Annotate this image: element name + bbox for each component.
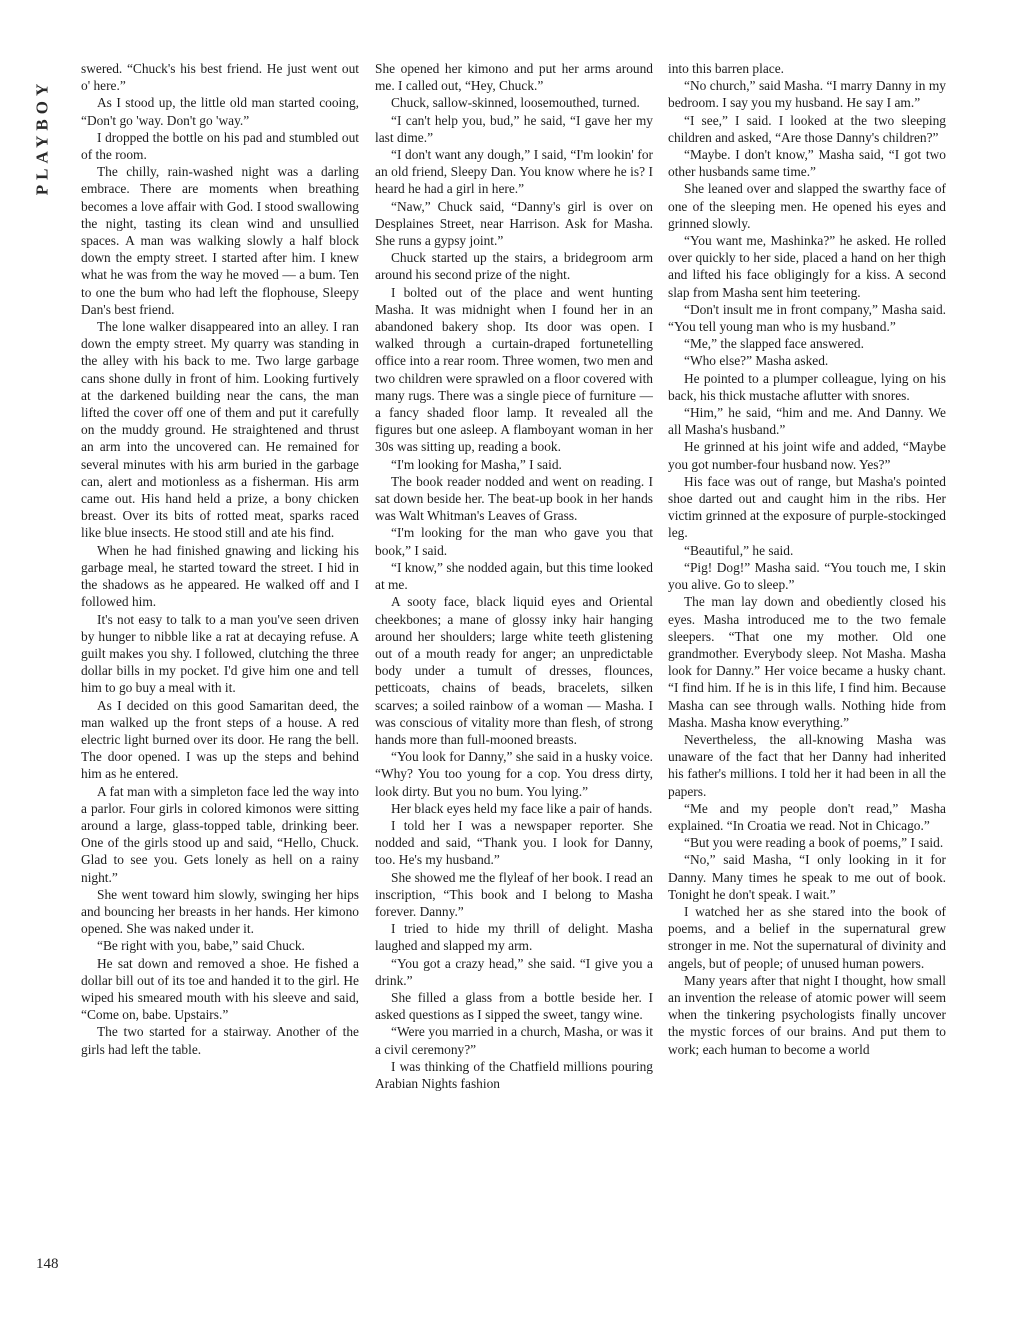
paragraph: I was thinking of the Chatfield millions pouring Arabian Nights fashion [375,1058,653,1091]
text-column-2 [375,60,653,1300]
paragraph: “I'm looking for Masha,” I said. [391,456,562,472]
paragraph: “But you were reading a book of poems,” I said. [684,835,944,851]
paragraph: A fat man with a simpleton face led the way into a parlor. Four girls in colored kimonos were sitting around a large, glass-topped table, drinking beer. One of the girls stood up and said, “Hello, Chuck. Glad to see you. Gets lonely as hell on a rainy night.” [81,783,359,885]
magazine-masthead [30,62,54,212]
paragraph: Chuck, sallow-skinned, loosemouthed, turned. [391,95,640,111]
paragraph: His face was out of range, but Masha's pointed shoe darted out and caught him in the ribs. Her victim grinned at the exposure of purple-stockinged leg. [668,473,946,541]
paragraph: She filled a glass from a bottle beside her. I asked questions as I sipped the sweet, tangy wine. [375,989,653,1023]
paragraph: She went toward him slowly, swinging her hips and bouncing her breasts in her hands. Her kimono opened. She was naked under it. [81,886,359,937]
paragraph: She leaned over and slapped the swarthy face of one of the sleeping men. He opened his eyes and grinned slowly. [668,181,946,231]
paragraph: The book reader nodded and went on reading. I sat down beside her. The beat-up book in her hands was Walt Whitman's Leaves of Grass. [375,473,653,524]
paragraph: The two started for a stairway. Another of the girls had left the table. [81,1024,359,1057]
paragraph: He sat down and removed a shoe. He fished a dollar bill out of its toe and handed it to the girl. He wiped his smeared mouth with his sleeve and said, “Come on, babe. Upstairs.” [81,955,359,1023]
paragraph: I dropped the bottle on his pad and stumbled out of the room. [81,129,359,163]
paragraph: When he had finished gnawing and licking his garbage meal, he started toward the street. I hid in the shadows as he appeared. He walked off and I followed him. [81,542,359,610]
paragraph: “No,” said Masha, “I only looking in it for Danny. Many times he speak to me out of book. Tonight he don't speak. I wait.” [668,852,946,902]
paragraph: I told her I was a newspaper reporter. She nodded and said, “Thank you. I look for Danny, too. He's my husband.” [375,817,653,868]
paragraph: Chuck started up the stairs, a bridegroom arm around his second prize of the night. [375,250,653,283]
paragraph: into this barren place. [668,61,785,76]
paragraph: “I don't want any dough,” I said, “I'm lookin' for an old friend, Sleepy Dan. You know where he is? I heard he had a girl in here.” [375,147,653,197]
paragraph: Her black eyes held my face like a pair of hands. [391,800,653,816]
paragraph: “Don't insult me in front company,” Masha said. “You tell young man who is my husband.” [668,301,946,335]
paragraph: He pointed to a plumper colleague, lying on his back, his thick mustache aflutter with snores. [668,370,946,403]
text-column-1 [81,60,359,1300]
paragraph: “Be right with you, babe,” said Chuck. [97,938,305,954]
paragraph: It's not easy to talk to a man you've seen driven by hunger to nibble like a rat at decaying refuse. A guilt makes you shy. I followed, clutching the three dollar bills in my pocket. I'd give him one and tell him to go buy a meal with it. [81,611,359,696]
page-number: 148 [36,1256,59,1272]
paragraph: The lone walker disappeared into an alley. I ran down the empty street. My quarry was standing in the alley with his back to me. Two large garbage cans shone dully in front of him. Looking furtively at the darkened building near the cans, the man lifted the cover off one of them and put it carefully on the muddy ground. He straightened and thrust an arm into the uncovered can. He remained for several minutes with his arm buried in the garbage can, alert and motionless as a fisherman. His arm came out. His hand held a prize, a bony chicken breast. Over its bits of rotted meat, sparks raced like blue insects. He stood still and ate his find. [81,319,359,541]
paragraph: “Me and my people don't read,” Masha explained. “In Croatia we read. Not in Chicago.” [668,800,946,833]
paragraph: “You got a crazy head,” she said. “I give you a drink.” [375,955,653,988]
paragraph: He grinned at his joint wife and added, “Maybe you got number-four husband now. Yes?” [668,439,946,472]
paragraph: “No church,” said Masha. “I marry Danny in my bedroom. I say you my husband. He say I am.” [668,78,946,111]
paragraph: “I'm looking for the man who gave you that book,” I said. [375,525,653,558]
paragraph: Many years after that night I thought, how small an invention the release of atomic power will seem when the tinkering psychologists finally uncover the mystic forces of our brains. And put them to work; each human to become a world [668,972,946,1057]
paragraph: She showed me the flyleaf of her book. I read an inscription, “This book and I belong to Masha forever. Danny.” [375,869,653,919]
paragraph: “Who else?” Masha asked. [684,353,829,369]
paragraph: A sooty face, black liquid eyes and Oriental cheekbones; a mane of glossy inky hair hanging around her shoulders; large white teeth glistening out of a mouth ready for anger; an unpredictable body under a tumult of dresses, flounces, petticoats, chains of beads, bracelets, silken scarves; a soiled rainbow of a woman — Masha. I was conscious of vitality more than flesh, of strong hands more than full-mooned breasts. [375,594,653,747]
text-column-3 [668,60,946,1300]
paragraph: The chilly, rain-washed night was a darling embrace. There are moments when breathing becomes a love affair with God. I stood swallowing the night, tasting its clean wind and unsullied spaces. A man was walking slowly a half block down the empty street. I started after him. I knew what he was from the way he moved — a bum. Ten to one the bum who had left the flophouse, Sleepy Dan's best friend. [81,164,359,317]
paragraph: I tried to hide my thrill of delight. Masha laughed and slapped my arm. [375,921,653,954]
paragraph: “Pig! Dog!” Masha said. “You touch me, I skin you alive. Go to sleep.” [668,559,946,593]
paragraph: I bolted out of the place and went hunting Masha. It was midnight when I found her in an abandoned bakery shop. Its door was open. I walked through a curtain-draped fortunetelling office into a rear room. Three women, two men and two children were sprawled on a floor covered with many rugs. There was a single piece of furniture — a fancy shaded floor lamp. It revealed all the figures but one asleep. A flamboyant woman in her 30s was sitting up, reading a book. [375,284,653,455]
paragraph: “Me,” the slapped face answered. [684,336,864,352]
paragraph: As I decided on this good Samaritan deed, the man walked up the front steps of a house. A red electric light burned over its door. He rang the bell. The door opened. I was up the steps and behind him as he entered. [81,697,359,782]
paragraph: swered. “Chuck's his best friend. He just went out o' here.” [81,61,359,94]
paragraph: “You look for Danny,” she said in a husky voice. “Why? You too young for a cop. You dress dirty, look dirty. But you no bum. You lying.” [375,749,653,799]
paragraph: “Beautiful,” he said. [684,542,794,558]
paragraph: “Him,” he said, “him and me. And Danny. We all Masha's husband.” [668,405,946,438]
paragraph: “You want me, Mashinka?” he asked. He rolled over quickly to her side, placed a hand on her thigh and lifted his face obligingly for a kiss. A second slap from Masha sent him teetering. [668,233,946,300]
paragraph: “I see,” I said. I looked at the two sleeping children and asked, “Are those Danny's children?” [668,112,946,145]
paragraph: “I can't help you, bud,” he said, “I gave her my last dime.” [375,112,653,145]
paragraph: Nevertheless, the all-knowing Masha was unaware of the fact that her Danny had inherited his father's millions. I told her it had been in all the papers. [668,731,946,799]
paragraph: As I stood up, the little old man started cooing, “Don't go 'way. Don't go 'way.” [81,95,359,128]
paragraph: She opened her kimono and put her arms around me. I called out, “Hey, Chuck.” [375,61,653,94]
paragraph: I watched her as she stared into the book of poems, and a belief in the supernatural grew stronger in me. Not the supernatural of divinity and angels, but of people; of unused human powers. [668,903,946,971]
paragraph: The man lay down and obediently closed his eyes. Masha introduced me to the two female sleepers. “That one my mother. Old one grandmother. Everybody sleep. Not Masha. Masha look for Danny.” Her voice became a husky chant. “I find him. If he is in this life, I find him. Because Masha can see through walls. Nothing hide from Masha. Masha know everything.” [668,594,946,730]
paragraph: “Maybe. I don't know,” Masha said, “I got two other husbands same time.” [668,147,946,180]
paragraph: “Naw,” Chuck said, “Danny's girl is over on Desplaines Street, near Harrison. Ask for Masha. She runs a gypsy joint.” [375,198,653,249]
magazine-name: PLAYBOY [32,78,51,196]
paragraph: “Were you married in a church, Masha, or was it a civil ceremony?” [375,1024,653,1057]
paragraph: “I know,” she nodded again, but this time looked at me. [375,559,653,593]
